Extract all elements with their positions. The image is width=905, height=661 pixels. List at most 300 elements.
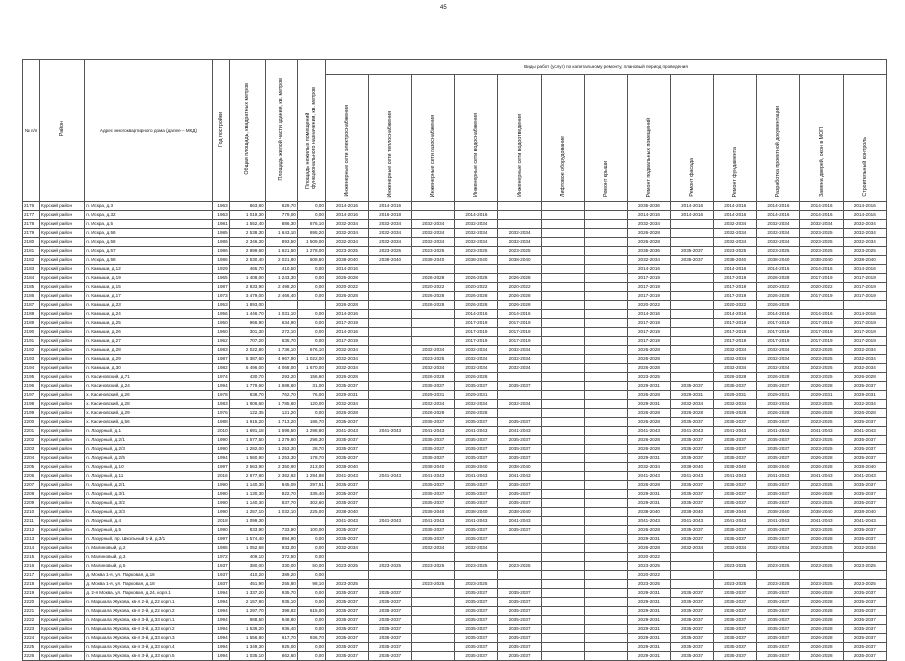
period-cell: 2035-2037 bbox=[671, 445, 714, 454]
period-cell bbox=[584, 598, 627, 607]
period-cell: 2026-2028 bbox=[455, 292, 498, 301]
table-row bbox=[23, 256, 887, 265]
period-cell: 2016-2018 bbox=[369, 211, 412, 220]
period-cell: 2029-2031 bbox=[325, 391, 368, 400]
period-cell: 2041-2043 bbox=[627, 517, 670, 526]
period-cell bbox=[369, 526, 412, 535]
district-cell: Курский район bbox=[40, 454, 85, 463]
area-cell: 3 479,00 bbox=[229, 292, 265, 301]
address-cell: п. Лазурный, д.3/1 bbox=[85, 490, 212, 499]
period-cell bbox=[541, 283, 584, 292]
year-cell: 1994 bbox=[212, 634, 229, 643]
period-cell: 2020-2022 bbox=[800, 283, 843, 292]
period-cell: 2035-2037 bbox=[369, 589, 412, 598]
district-cell: Курский район bbox=[40, 238, 85, 247]
period-cell: 2035-2037 bbox=[671, 625, 714, 634]
period-cell: 2035-2037 bbox=[455, 652, 498, 661]
period-cell: 2020-2022 bbox=[455, 283, 498, 292]
address-cell: п. Камыши, д.25 bbox=[85, 319, 212, 328]
period-cell: 2035-2037 bbox=[757, 526, 800, 535]
period-cell bbox=[412, 607, 455, 616]
period-cell: 2035-2037 bbox=[714, 616, 757, 625]
period-cell: 2026-2028 bbox=[843, 409, 886, 418]
period-cell: 2017-2019 bbox=[455, 337, 498, 346]
period-cell: 2035-2037 bbox=[498, 634, 541, 643]
period-cell: 2041-2043 bbox=[800, 427, 843, 436]
period-cell: 2035-2037 bbox=[498, 436, 541, 445]
district-cell: Курский район bbox=[40, 310, 85, 319]
period-cell: 2035-2037 bbox=[412, 535, 455, 544]
district-cell: Курский район bbox=[40, 337, 85, 346]
period-cell: 2032-2034 bbox=[714, 364, 757, 373]
period-cell: 2029-2031 bbox=[627, 535, 670, 544]
table-header-row bbox=[23, 60, 887, 75]
period-cell: 2014-2016 bbox=[369, 202, 412, 211]
period-cell: 2035-2037 bbox=[714, 382, 757, 391]
period-cell: 2038-2040 bbox=[843, 508, 886, 517]
address-cell: п. Камыши, д.24 bbox=[85, 310, 212, 319]
period-cell: 2035-2037 bbox=[843, 418, 886, 427]
period-cell: 2020-2022 bbox=[627, 301, 670, 310]
table-row bbox=[23, 229, 887, 238]
area-cell: 676,10 bbox=[297, 346, 325, 355]
period-cell: 2041-2043 bbox=[714, 427, 757, 436]
period-cell: 2029-2031 bbox=[627, 490, 670, 499]
area-cell: 0,00 bbox=[297, 598, 325, 607]
table-row bbox=[23, 616, 887, 625]
period-cell: 2038-2040 bbox=[757, 508, 800, 517]
period-cell: 2035-2037 bbox=[714, 499, 757, 508]
row-number: 2185 bbox=[23, 283, 40, 292]
period-cell: 2026-2028 bbox=[498, 301, 541, 310]
address-cell: п. Малиновый, д.3 bbox=[85, 553, 212, 562]
header-work-7: Ремонт подвальных помещений bbox=[627, 75, 670, 202]
district-cell: Курский район bbox=[40, 436, 85, 445]
period-cell: 2026-2028 bbox=[671, 409, 714, 418]
period-cell bbox=[369, 571, 412, 580]
period-cell: 2032-2034 bbox=[627, 220, 670, 229]
area-cell: 1 298,80 bbox=[297, 427, 325, 436]
period-cell: 2026-2028 bbox=[455, 274, 498, 283]
period-cell bbox=[412, 553, 455, 562]
period-cell: 2029-2031 bbox=[455, 391, 498, 400]
period-cell: 2035-2037 bbox=[325, 535, 368, 544]
period-cell: 2026-2028 bbox=[627, 238, 670, 247]
period-cell bbox=[584, 625, 627, 634]
area-cell: 1 536,20 bbox=[229, 625, 265, 634]
area-cell: 615,00 bbox=[297, 607, 325, 616]
address-cell: п. Камыши, д.19 bbox=[85, 274, 212, 283]
period-cell: 2026-2028 bbox=[800, 463, 843, 472]
period-cell: 2026-2028 bbox=[800, 535, 843, 544]
period-cell bbox=[584, 229, 627, 238]
table-row bbox=[23, 544, 887, 553]
period-cell: 2038-2040 bbox=[412, 508, 455, 517]
area-cell: 925,00 bbox=[265, 643, 297, 652]
period-cell: 2026-2028 bbox=[627, 445, 670, 454]
table-row bbox=[23, 652, 887, 661]
header-address: Адрес многоквартирного дома (далее – МКД) bbox=[85, 60, 212, 202]
district-cell: Курский район bbox=[40, 562, 85, 571]
period-cell: 2035-2037 bbox=[412, 454, 455, 463]
period-cell: 2026-2028 bbox=[412, 373, 455, 382]
period-cell: 2029-2031 bbox=[627, 454, 670, 463]
period-cell: 2023-2025 bbox=[800, 229, 843, 238]
period-cell: 2038-2040 bbox=[498, 508, 541, 517]
period-cell: 2035-2037 bbox=[455, 418, 498, 427]
area-cell: 5 387,60 bbox=[229, 355, 265, 364]
period-cell: 2032-2034 bbox=[325, 346, 368, 355]
period-cell bbox=[671, 220, 714, 229]
row-number: 2208 bbox=[23, 490, 40, 499]
period-cell bbox=[498, 220, 541, 229]
area-cell: 1 140,30 bbox=[229, 499, 265, 508]
period-cell: 2035-2037 bbox=[325, 382, 368, 391]
period-cell bbox=[541, 328, 584, 337]
period-cell bbox=[671, 562, 714, 571]
period-cell: 2032-2034 bbox=[412, 220, 455, 229]
table-row bbox=[23, 562, 887, 571]
area-cell: 1 552,40 bbox=[229, 220, 265, 229]
period-cell: 2035-2037 bbox=[757, 598, 800, 607]
period-cell bbox=[671, 364, 714, 373]
period-cell: 2032-2034 bbox=[843, 238, 886, 247]
table-row bbox=[23, 625, 887, 634]
period-cell: 2032-2034 bbox=[714, 220, 757, 229]
period-cell: 2032-2034 bbox=[498, 355, 541, 364]
period-cell: 2032-2034 bbox=[498, 364, 541, 373]
header-work-8: Ремонт фасада bbox=[671, 75, 714, 202]
period-cell: 2035-2037 bbox=[498, 481, 541, 490]
period-cell: 2026-2028 bbox=[800, 607, 843, 616]
period-cell: 2020-2022 bbox=[412, 283, 455, 292]
address-cell: п. Искра, д.57 bbox=[85, 247, 212, 256]
period-cell: 2023-2025 bbox=[800, 580, 843, 589]
period-cell: 2035-2037 bbox=[325, 598, 368, 607]
period-cell bbox=[671, 283, 714, 292]
period-cell: 2020-2022 bbox=[627, 553, 670, 562]
period-cell bbox=[584, 328, 627, 337]
period-cell: 2035-2037 bbox=[843, 454, 886, 463]
area-cell: 389,20 bbox=[265, 571, 297, 580]
row-number: 2196 bbox=[23, 382, 40, 391]
area-cell: 120,00 bbox=[297, 400, 325, 409]
period-cell: 2026-2028 bbox=[800, 490, 843, 499]
period-cell: 2017-2019 bbox=[714, 274, 757, 283]
period-cell: 2035-2037 bbox=[714, 634, 757, 643]
period-cell: 2041-2043 bbox=[714, 472, 757, 481]
period-cell: 2041-2043 bbox=[325, 517, 368, 526]
period-cell: 2041-2043 bbox=[455, 427, 498, 436]
table-row bbox=[23, 238, 887, 247]
address-cell: п. Маршала Жукова, кв-л 2-й, д.22 корп.1 bbox=[85, 598, 212, 607]
period-cell bbox=[369, 310, 412, 319]
period-cell: 2023-2025 bbox=[800, 481, 843, 490]
period-cell: 2035-2037 bbox=[455, 445, 498, 454]
period-cell: 2026-2028 bbox=[800, 634, 843, 643]
period-cell: 2035-2037 bbox=[325, 589, 368, 598]
period-cell: 2035-2037 bbox=[455, 598, 498, 607]
table-row bbox=[23, 436, 887, 445]
period-cell: 2026-2028 bbox=[843, 373, 886, 382]
period-cell: 2038-2040 bbox=[369, 256, 412, 265]
period-cell: 2041-2043 bbox=[325, 472, 368, 481]
period-cell: 2035-2036 bbox=[627, 202, 670, 211]
address-cell: п. Касиновский, д.24 bbox=[85, 382, 212, 391]
area-cell: 0,00 bbox=[297, 292, 325, 301]
address-cell: п. Лазурный, д.2/3 bbox=[85, 445, 212, 454]
period-cell: 2026-2028 bbox=[498, 292, 541, 301]
address-cell: п. Малиновый, д.2 bbox=[85, 544, 212, 553]
period-cell: 2035-2037 bbox=[714, 481, 757, 490]
table-row bbox=[23, 355, 887, 364]
period-cell: 2041-2043 bbox=[412, 472, 455, 481]
period-cell: 2032-2034 bbox=[369, 220, 412, 229]
area-cell: 1 297,70 bbox=[229, 607, 265, 616]
period-cell: 2029-2031 bbox=[627, 499, 670, 508]
period-cell: 2023-2025 bbox=[800, 436, 843, 445]
period-cell: 2035-2037 bbox=[412, 418, 455, 427]
row-number: 2211 bbox=[23, 517, 40, 526]
year-cell: 1978 bbox=[212, 391, 229, 400]
period-cell: 2014-2016 bbox=[714, 310, 757, 319]
area-cell: 1 253,30 bbox=[265, 454, 297, 463]
area-cell: 4 068,00 bbox=[265, 364, 297, 373]
period-cell bbox=[584, 616, 627, 625]
period-cell: 2038-2040 bbox=[325, 463, 368, 472]
area-cell: 372,50 bbox=[265, 553, 297, 562]
period-cell: 2035-2037 bbox=[843, 589, 886, 598]
period-cell: 2017-2019 bbox=[325, 337, 368, 346]
year-cell: 1990 bbox=[212, 490, 229, 499]
period-cell bbox=[369, 346, 412, 355]
area-cell: 0,00 bbox=[297, 319, 325, 328]
period-cell bbox=[584, 211, 627, 220]
year-cell: 1985 bbox=[212, 544, 229, 553]
period-cell bbox=[584, 409, 627, 418]
period-cell: 2035-2037 bbox=[412, 436, 455, 445]
area-cell: 1 596,50 bbox=[265, 427, 297, 436]
period-cell bbox=[671, 346, 714, 355]
period-cell bbox=[714, 571, 757, 580]
period-cell bbox=[369, 508, 412, 517]
period-cell: 2035-2037 bbox=[498, 616, 541, 625]
period-cell bbox=[541, 301, 584, 310]
row-number: 2198 bbox=[23, 400, 40, 409]
period-cell bbox=[325, 571, 368, 580]
period-cell: 2041-2043 bbox=[627, 472, 670, 481]
period-cell bbox=[498, 265, 541, 274]
area-cell: 894,90 bbox=[265, 535, 297, 544]
area-cell: 1 099,30 bbox=[229, 517, 265, 526]
period-cell: 2041-2043 bbox=[369, 427, 412, 436]
period-cell: 2023-2025 bbox=[498, 247, 541, 256]
period-cell: 2014-2016 bbox=[843, 310, 886, 319]
table-row bbox=[23, 373, 887, 382]
period-cell bbox=[369, 553, 412, 562]
period-cell bbox=[369, 454, 412, 463]
period-cell: 2032-2034 bbox=[757, 355, 800, 364]
year-cell: 1937 bbox=[212, 562, 229, 571]
row-number: 2218 bbox=[23, 580, 40, 589]
period-cell: 2032-2034 bbox=[671, 400, 714, 409]
area-cell: 662,60 bbox=[265, 652, 297, 661]
period-cell: 2035-2037 bbox=[757, 490, 800, 499]
area-cell: 1 556,80 bbox=[229, 634, 265, 643]
period-cell: 2026-2028 bbox=[757, 274, 800, 283]
period-cell bbox=[412, 625, 455, 634]
period-cell: 2035-2037 bbox=[325, 652, 368, 661]
address-cell: п. Лазурный, д.10 bbox=[85, 463, 212, 472]
area-cell: 0,00 bbox=[297, 544, 325, 553]
area-cell: 0,00 bbox=[297, 643, 325, 652]
year-cell: 2018 bbox=[212, 517, 229, 526]
row-number: 2207 bbox=[23, 481, 40, 490]
period-cell: 2017-2019 bbox=[627, 337, 670, 346]
period-cell: 2023-2025 bbox=[714, 580, 757, 589]
period-cell: 2035-2037 bbox=[498, 625, 541, 634]
period-cell bbox=[369, 337, 412, 346]
period-cell: 2035-2037 bbox=[671, 616, 714, 625]
period-cell bbox=[541, 409, 584, 418]
district-cell: Курский район bbox=[40, 490, 85, 499]
period-cell: 2023-2025 bbox=[800, 526, 843, 535]
address-cell: х. Касиновский, д.28 bbox=[85, 400, 212, 409]
period-cell: 2014-2016 bbox=[627, 310, 670, 319]
area-cell: 28,70 bbox=[297, 445, 325, 454]
period-cell: 2023-2025 bbox=[325, 247, 368, 256]
period-cell: 2035-2037 bbox=[498, 526, 541, 535]
period-cell: 2023-2025 bbox=[800, 355, 843, 364]
period-cell: 2014-2016 bbox=[671, 202, 714, 211]
area-cell: 1 052,68 bbox=[229, 544, 265, 553]
period-cell: 2023-2025 bbox=[800, 247, 843, 256]
district-cell: Курский район bbox=[40, 265, 85, 274]
period-cell: 2035-2037 bbox=[843, 634, 886, 643]
table-row bbox=[23, 292, 887, 301]
period-cell: 2017-2019 bbox=[800, 328, 843, 337]
period-cell bbox=[584, 535, 627, 544]
period-cell: 2035-2037 bbox=[325, 490, 368, 499]
row-number: 2204 bbox=[23, 454, 40, 463]
period-cell bbox=[671, 265, 714, 274]
period-cell: 2023-2025 bbox=[714, 247, 757, 256]
year-cell: 1985 bbox=[212, 229, 229, 238]
period-cell bbox=[541, 319, 584, 328]
address-cell: п. Маршала Жукова, кв-л 2-й, д.22 корп.2 bbox=[85, 607, 212, 616]
period-cell: 2017-2019 bbox=[757, 337, 800, 346]
period-cell: 2041-2043 bbox=[498, 517, 541, 526]
row-number: 2214 bbox=[23, 544, 40, 553]
period-cell: 2035-2037 bbox=[843, 643, 886, 652]
table-row bbox=[23, 472, 887, 481]
period-cell bbox=[584, 544, 627, 553]
period-cell: 2035-2037 bbox=[369, 634, 412, 643]
period-cell bbox=[584, 634, 627, 643]
period-cell: 2026-2028 bbox=[757, 409, 800, 418]
period-cell: 2026-2028 bbox=[455, 409, 498, 418]
period-cell: 2035-2037 bbox=[671, 436, 714, 445]
period-cell: 2035-2037 bbox=[714, 589, 757, 598]
period-cell: 2014-2016 bbox=[757, 211, 800, 220]
period-cell bbox=[541, 202, 584, 211]
year-cell: 2010 bbox=[212, 427, 229, 436]
period-cell: 2032-2034 bbox=[843, 544, 886, 553]
period-cell: 2023-2025 bbox=[843, 562, 886, 571]
period-cell: 2041-2043 bbox=[412, 427, 455, 436]
period-cell bbox=[412, 571, 455, 580]
period-cell: 2029-2031 bbox=[627, 634, 670, 643]
period-cell bbox=[541, 211, 584, 220]
row-number: 2206 bbox=[23, 472, 40, 481]
area-cell: 1 282,00 bbox=[229, 445, 265, 454]
period-cell bbox=[498, 571, 541, 580]
area-cell: 98,10 bbox=[297, 580, 325, 589]
period-cell: 2023-2025 bbox=[714, 562, 757, 571]
period-cell: 2041-2043 bbox=[671, 427, 714, 436]
period-cell: 2026-2028 bbox=[627, 364, 670, 373]
year-cell: 1965 bbox=[212, 274, 229, 283]
area-cell: 0,00 bbox=[297, 616, 325, 625]
period-cell: 2035-2037 bbox=[325, 499, 368, 508]
period-cell: 2038-2040 bbox=[757, 256, 800, 265]
period-cell: 2014-2016 bbox=[714, 265, 757, 274]
table-row bbox=[23, 283, 887, 292]
period-cell: 2023-2025 bbox=[455, 247, 498, 256]
period-cell: 2035-2037 bbox=[714, 490, 757, 499]
district-cell: Курский район bbox=[40, 472, 85, 481]
period-cell bbox=[541, 589, 584, 598]
area-cell: 508,60 bbox=[297, 256, 325, 265]
header-works-group: Виды работ (услуг) по капитальному ремонту, плановый период проведения bbox=[325, 60, 886, 75]
period-cell bbox=[541, 337, 584, 346]
table-row bbox=[23, 418, 887, 427]
area-cell: 1 691,18 bbox=[229, 427, 265, 436]
period-cell: 2035-2037 bbox=[843, 598, 886, 607]
district-cell: Курский район bbox=[40, 634, 85, 643]
period-cell: 2017-2019 bbox=[455, 328, 498, 337]
period-cell bbox=[455, 571, 498, 580]
year-cell: 1994 bbox=[212, 643, 229, 652]
period-cell bbox=[369, 301, 412, 310]
table-row bbox=[23, 319, 887, 328]
period-cell bbox=[541, 229, 584, 238]
district-cell: Курский район bbox=[40, 481, 85, 490]
area-cell: 0,00 bbox=[297, 535, 325, 544]
period-cell: 2035-2037 bbox=[412, 490, 455, 499]
header-work-2: Инженерные сети газоснабжения bbox=[412, 75, 455, 202]
district-cell: Курский район bbox=[40, 499, 85, 508]
area-cell bbox=[265, 301, 297, 310]
period-cell: 2041-2043 bbox=[843, 472, 886, 481]
period-cell: 2026-2028 bbox=[325, 292, 368, 301]
period-cell: 2032-2034 bbox=[369, 238, 412, 247]
area-cell: 398,82 bbox=[265, 607, 297, 616]
district-cell: Курский район bbox=[40, 292, 85, 301]
period-cell: 2035-2037 bbox=[757, 481, 800, 490]
period-cell: 2020-2022 bbox=[498, 283, 541, 292]
area-cell: 2 350,90 bbox=[265, 463, 297, 472]
period-cell bbox=[800, 553, 843, 562]
area-cell: 0,00 bbox=[297, 337, 325, 346]
header-work-12: Строительный контроль bbox=[843, 75, 886, 202]
period-cell: 2035-2037 bbox=[455, 499, 498, 508]
district-cell: Курский район bbox=[40, 589, 85, 598]
district-cell: Курский район bbox=[40, 580, 85, 589]
period-cell bbox=[584, 202, 627, 211]
area-cell: 0,00 bbox=[297, 274, 325, 283]
period-cell: 2035-2037 bbox=[843, 526, 886, 535]
